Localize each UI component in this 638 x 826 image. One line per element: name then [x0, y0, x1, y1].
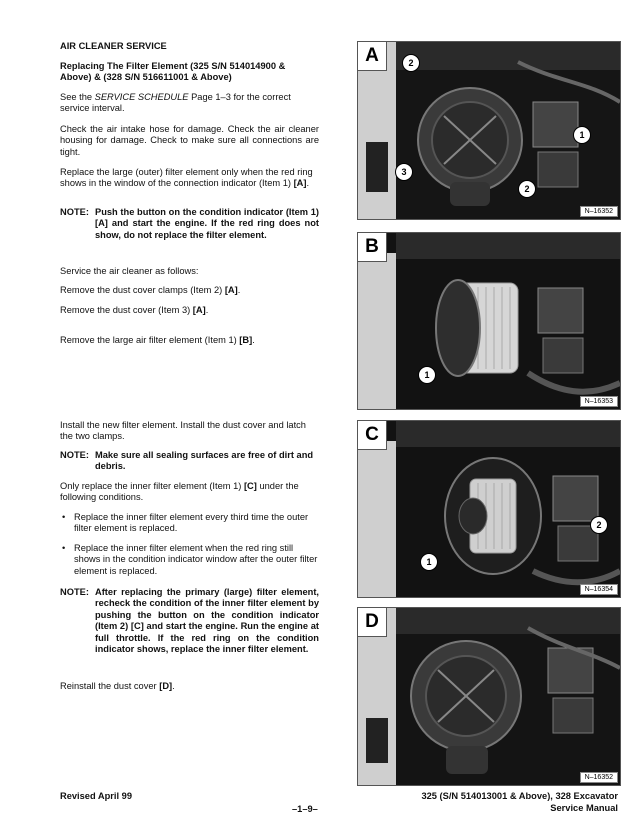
note-condition-indicator: NOTE: Push the button on the condition indicator (Item 1) [A] and start the engine. If the red ring does not show, do not replace the filter element. [60, 207, 319, 240]
figure-d-letter: D [358, 608, 387, 637]
figure-a-letter: A [358, 42, 387, 71]
figure-a-callout-3: 3 [395, 163, 413, 181]
paragraph-remove-large-filter: Remove the large air filter element (Item 1) [B]. [60, 335, 255, 345]
figure-d [357, 607, 621, 786]
figure-b-code: N–16353 [580, 396, 618, 407]
figure-d-photo [358, 608, 620, 785]
footer-page-number: –1–9– [292, 804, 318, 814]
paragraph-service-as-follows: Service the air cleaner as follows: [60, 266, 199, 276]
figure-c-callout-2: 2 [590, 516, 608, 534]
paragraph-service-schedule: See the SERVICE SCHEDULE Page 1–3 for the correct service interval. [60, 92, 291, 114]
figure-a-code: N–16352 [580, 206, 618, 217]
service-schedule-link: SERVICE SCHEDULE [94, 92, 189, 102]
paragraph-remove-clamps: Remove the dust cover clamps (Item 2) [A]. [60, 285, 241, 295]
paragraph-inner-filter-conditions: Only replace the inner filter element (Item 1) [C] under the following conditions. [60, 481, 299, 503]
figure-c-photo [358, 421, 620, 597]
figure-c-code: N–16354 [580, 584, 618, 595]
note-sealing-surfaces: NOTE: Make sure all sealing surfaces are free of dirt and debris. [60, 450, 314, 472]
figure-d-code: N–16352 [580, 772, 618, 783]
section-title: AIR CLEANER SERVICE [60, 41, 167, 51]
figure-a-callout-2-top: 2 [402, 54, 420, 72]
paragraph-install-new-filter: Install the new filter element. Install the dust cover and latch the two clamps. [60, 420, 306, 442]
figure-b-letter: B [358, 233, 387, 262]
footer-model: 325 (S/N 514013001 & Above), 328 Excavator [421, 791, 618, 801]
bullet-red-ring-still-shows: • Replace the inner filter element when the red ring still shows in the condition indicator window after the outer filter element is replaced. [62, 543, 318, 576]
figure-b-callout-1: 1 [418, 366, 436, 384]
paragraph-remove-dust-cover: Remove the dust cover (Item 3) [A]. [60, 305, 209, 315]
footer-revised: Revised April 99 [60, 791, 132, 801]
figure-b-photo [358, 233, 620, 409]
figure-a-callout-2-bottom: 2 [518, 180, 536, 198]
paragraph-check-hose: Check the air intake hose for damage. Check the air cleaner housing for damage. Check to make sure all connections are tight. [60, 124, 319, 157]
paragraph-replace-large: Replace the large (outer) filter element only when the red ring shows in the window of the connection indicator (Item 1) [A]. [60, 167, 313, 189]
figure-c-letter: C [358, 421, 387, 450]
figure-b [357, 232, 621, 410]
figure-a [357, 41, 621, 220]
figure-c-callout-1: 1 [420, 553, 438, 571]
figure-c [357, 420, 621, 598]
note-recheck-inner-filter: NOTE: After replacing the primary (large) filter element, recheck the condition of the inner filter element by pushing the button on the condition indicator (Item 2) [C] and start the engine. Run the engine at full throttle. If the red ring on the condition indicator shows, replace the inner filter element. [60, 587, 319, 655]
footer-manual: Service Manual [550, 803, 618, 813]
subsection-title: Replacing The Filter Element (325 S/N 514014900 & Above) & (328 S/N 516611001 & Above) [60, 61, 286, 83]
paragraph-reinstall-dust-cover: Reinstall the dust cover [D]. [60, 681, 175, 691]
bullet-every-third-time: • Replace the inner filter element every third time the outer filter element is replaced. [62, 512, 309, 534]
figure-a-callout-1: 1 [573, 126, 591, 144]
